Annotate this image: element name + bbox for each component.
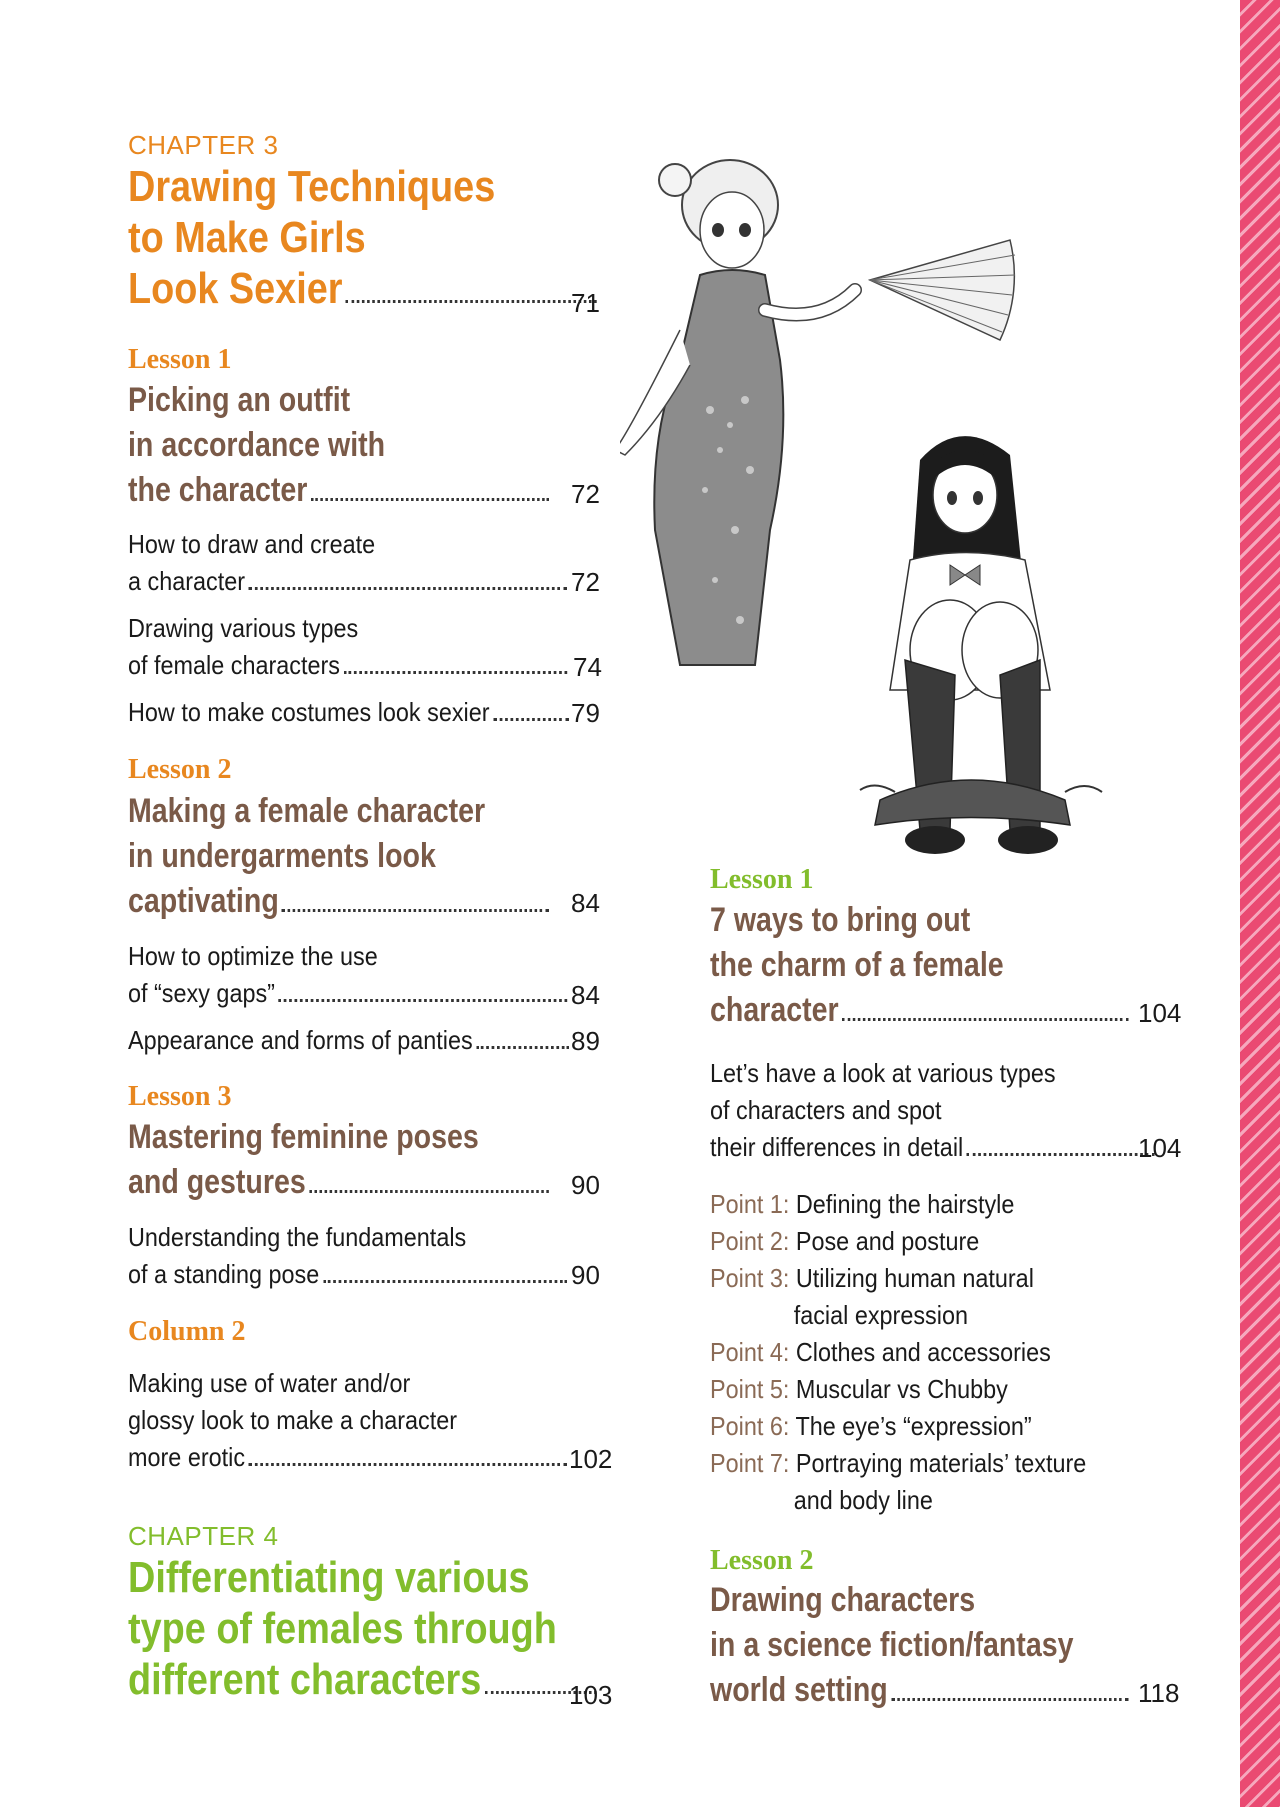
list-item[interactable]: Point 4: Clothes and accessories [710,1337,1051,1367]
chapter-3-block [128,130,602,314]
leader-dots [493,718,569,721]
chapter-3-label: CHAPTER 3 [128,130,279,160]
chapter-4-label: CHAPTER 4 [128,1521,279,1551]
leader-dots [311,498,549,501]
ch3-lesson-2-page: 84 [571,888,600,918]
ch3-lesson-1-title[interactable]: Picking an outfit in accordance with the character [128,378,554,513]
toc-entry-page: 104 [1138,1133,1182,1163]
leader-dots [249,1463,568,1466]
list-item[interactable]: Point 5: Muscular vs Chubby [710,1374,1008,1404]
leader-dots [282,909,549,912]
chapter-3-page: 71 [571,288,600,318]
chapter-4-block [128,1521,602,1705]
toc-entry[interactable]: How to make costumes look sexier [128,694,574,731]
toc-entry[interactable]: Let’s have a look at various types of characters and spot their differences in detail [710,1055,1160,1166]
toc-entry[interactable]: Appearance and forms of panties [128,1022,574,1059]
ch3-lesson-2-title[interactable]: Making a female character in undergarments look captivating [128,789,554,924]
decorative-pink-stripe [1240,0,1280,1807]
leader-dots [279,999,568,1002]
leader-dots [323,1280,567,1283]
ch3-lesson-3-title[interactable]: Mastering feminine poses and gestures [128,1115,554,1205]
toc-entry-page: 79 [571,698,600,728]
toc-entry[interactable]: Drawing various types of female characters [128,610,573,684]
ch3-lesson-1-label: Lesson 1 [128,344,232,375]
list-item[interactable]: Point 3: Utilizing human natural [710,1263,1034,1293]
chapter-4-page: 103 [569,1680,613,1710]
toc-entry-page: 72 [571,567,600,597]
leader-dots [309,1190,549,1193]
toc-entry-page: 74 [573,652,602,682]
ch4-lesson-1-page: 104 [1138,998,1182,1028]
leader-dots [842,1018,1128,1021]
ch3-lesson-3-page: 90 [571,1170,600,1200]
leader-dots [346,300,597,303]
leader-dots [891,1698,1128,1701]
chapter-3-title: Drawing Techniques to Make Girls Look Sexier [128,161,602,314]
ch4-lesson-2-title[interactable]: Drawing characters in a science fiction/fantasy world setting [710,1578,1133,1713]
ch4-lesson-1-title[interactable]: 7 ways to bring out the charm of a female character [710,898,1133,1033]
list-item[interactable]: Point 1: Defining the hairstyle [710,1189,1015,1219]
toc-entry-page: 84 [571,980,600,1010]
chapter-4-title: Differentiating various type of females through different characters [128,1552,602,1705]
leader-dots [967,1153,1155,1156]
ch4-lesson-2-page: 118 [1138,1678,1180,1708]
points-list [710,1186,1128,1519]
ch3-lesson-3-label: Lesson 3 [128,1081,232,1112]
column-2-label: Column 2 [128,1316,246,1347]
column-2-entry[interactable]: Making use of water and/or glossy look to make a character more erotic [128,1365,573,1476]
ch3-lesson-1-page: 72 [571,479,600,509]
ch3-lesson-2-label: Lesson 2 [128,754,232,785]
leader-dots [344,671,568,674]
list-item[interactable]: Point 2: Pose and posture [710,1226,980,1256]
leader-dots [476,1046,569,1049]
list-item-continuation: and body line [793,1485,933,1515]
leader-dots [249,587,568,590]
list-item[interactable]: Point 6: The eye’s “expression” [710,1411,1032,1441]
toc-entry[interactable]: Understanding the fundamentals of a standing pose [128,1219,573,1293]
toc-entry[interactable]: How to draw and create a character [128,526,573,600]
toc-entry[interactable]: How to optimize the use of “sexy gaps” [128,938,573,1012]
toc-entry-page: 90 [571,1260,600,1290]
toc-entry-page: 89 [571,1026,600,1056]
ch4-lesson-1-label: Lesson 1 [710,864,814,895]
list-item-continuation: facial expression [793,1300,968,1330]
ch4-lesson-2-label: Lesson 2 [710,1545,814,1576]
illustration-schoolgirl [850,420,1130,865]
list-item[interactable]: Point 7: Portraying materials’ texture [710,1448,1087,1478]
column-2-page: 102 [569,1444,613,1474]
